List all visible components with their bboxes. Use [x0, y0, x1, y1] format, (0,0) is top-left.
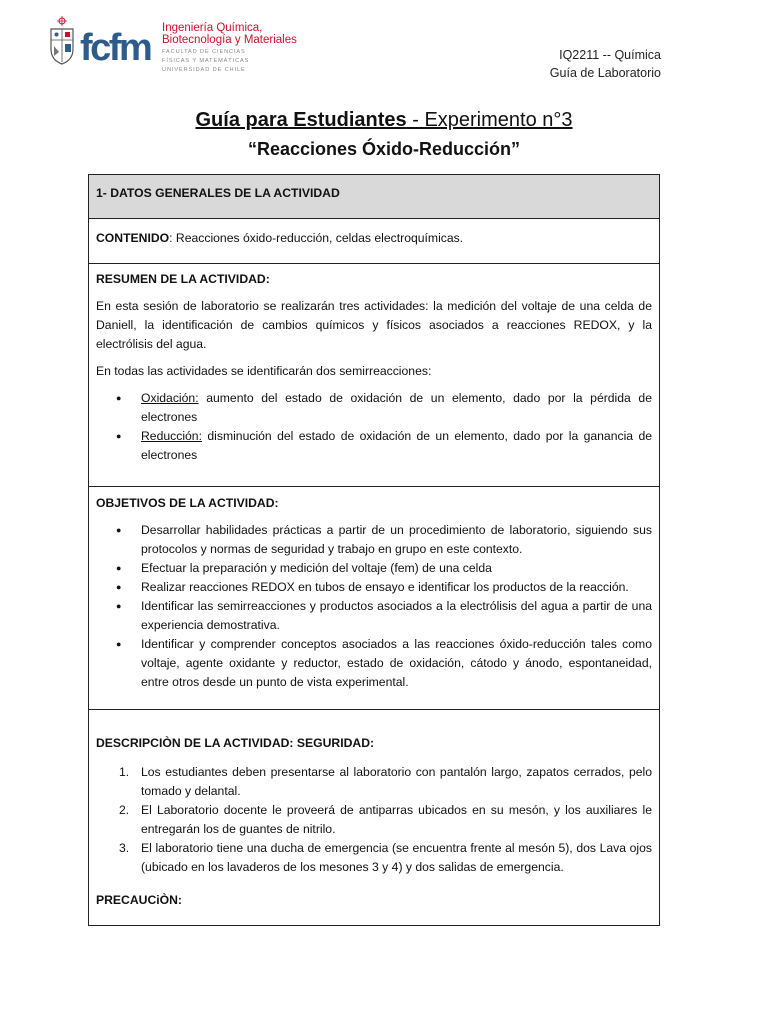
safety-list: [96, 763, 652, 877]
safety-section: [89, 709, 659, 925]
list-item: [96, 427, 652, 465]
half-reactions-list: [96, 389, 652, 465]
list-item: ● Desarrollar habilidades prácticas a partir de un procedimiento de laboratorio, siguiendo sus protocolos y normas de seguridad y trabajo en grupo en este contexto.: [96, 521, 652, 559]
list-item: [96, 763, 652, 801]
summary-paragraph-2: En todas las actividades se identificarán dos semirreacciones:: [96, 364, 432, 378]
list-item: ● Efectuar la preparación y medición del voltaje (fem) de una celda: [96, 559, 652, 578]
item-number: 2.: [119, 803, 130, 817]
activity-table: [88, 174, 660, 926]
title-bold: Guía para Estudiantes: [195, 109, 407, 131]
item-text: Los estudiantes deben presentarse al laboratorio con pantalón largo, zapatos cerrados, pelo tomado y delantal.: [141, 765, 652, 798]
title-experiment: Experimento n°3: [424, 109, 573, 131]
general-data-header: 1- DATOS GENERALES DE LA ACTIVIDAD: [89, 175, 659, 218]
safety-header: DESCRIPCIÒN DE LA ACTIVIDAD: SEGURIDAD:: [96, 736, 375, 750]
fcfm-logo-text: fcfm: [80, 27, 151, 68]
summary-section: [89, 263, 659, 486]
list-item: [96, 801, 652, 839]
list-item: [96, 839, 652, 877]
department-line-2: Biotecnología y Materiales: [162, 34, 297, 46]
content-label: CONTENIDO: [96, 231, 170, 245]
list-item: ● Identificar las semirreacciones y productos asociados a la electrólisis del agua a partir de una experiencia demostrativa.: [96, 597, 652, 635]
list-item: [96, 389, 652, 427]
university-seal-icon: [48, 16, 76, 66]
oxidation-text: aumento del estado de oxidación de un elemento, dado por la pérdida de electrones: [141, 391, 652, 424]
item-text: El Laboratorio docente le proveerá de antiparras ubicados en su mesón, y los auxiliares le entregarán los de guantes de nitrilo.: [141, 803, 652, 836]
list-item: ● Realizar reacciones REDOX en tubos de ensayo e identificar los productos de la reacción.: [96, 578, 652, 597]
summary-paragraph-1: En esta sesión de laboratorio se realizarán tres actividades: la medición del voltaje de una celda de Daniell, la identificación de cambios químicos y físicos asociados a reacciones REDOX, y la electrólisis del agua.: [96, 299, 652, 351]
department-line-1: Ingeniería Química,: [162, 22, 263, 34]
fcfm-logo: [80, 22, 156, 68]
school-name: [162, 22, 297, 74]
page-title: [0, 109, 768, 132]
title-dash: -: [406, 109, 425, 131]
list-item: ● Identificar y comprender conceptos asociados a las reacciones óxido-reducción tales como voltaje, agente oxidante y reductor, estado de oxidación, cátodo y ánodo, espontaneidad, entre otros desde un punto de vista experimental.: [96, 635, 652, 692]
document-header: [0, 0, 768, 90]
faculty-line-3: UNIVERSIDAD DE CHILE: [162, 67, 246, 74]
content-row: [89, 218, 659, 263]
faculty-line-1: FACULTAD DE CIENCIAS: [162, 49, 246, 55]
content-text: : Reacciones óxido-reducción, celdas electroquímicas.: [169, 231, 464, 245]
oxidation-term: Oxidación:: [141, 391, 199, 405]
course-info: [550, 46, 661, 82]
item-number: 1.: [119, 765, 130, 779]
objectives-list: [96, 521, 652, 692]
item-number: 3.: [119, 841, 130, 855]
reduction-term: Reducción:: [141, 429, 202, 443]
summary-header: RESUMEN DE LA ACTIVIDAD:: [96, 272, 270, 286]
faculty-line-2: FÍSICAS Y MATEMÁTICAS: [162, 58, 250, 65]
page-subtitle: “Reacciones Óxido-Reducción”: [247, 139, 521, 159]
item-text: El laboratorio tiene una ducha de emergencia (se encuentra frente al mesón 5), dos Lava ojos (ubicado en los lavaderos de los mesones 3 y 4) y dos salidas de emergencia.: [141, 841, 652, 874]
objectives-section: [89, 486, 659, 709]
precaution-header: PRECAUCiÒN:: [96, 893, 182, 907]
reduction-text: disminución del estado de oxidación de un elemento, dado por la ganancia de electrones: [141, 429, 652, 462]
course-code: IQ2211 -- Química: [559, 48, 661, 62]
objectives-header: OBJETIVOS DE LA ACTIVIDAD:: [96, 496, 279, 510]
course-doc-type: Guía de Laboratorio: [549, 66, 661, 80]
